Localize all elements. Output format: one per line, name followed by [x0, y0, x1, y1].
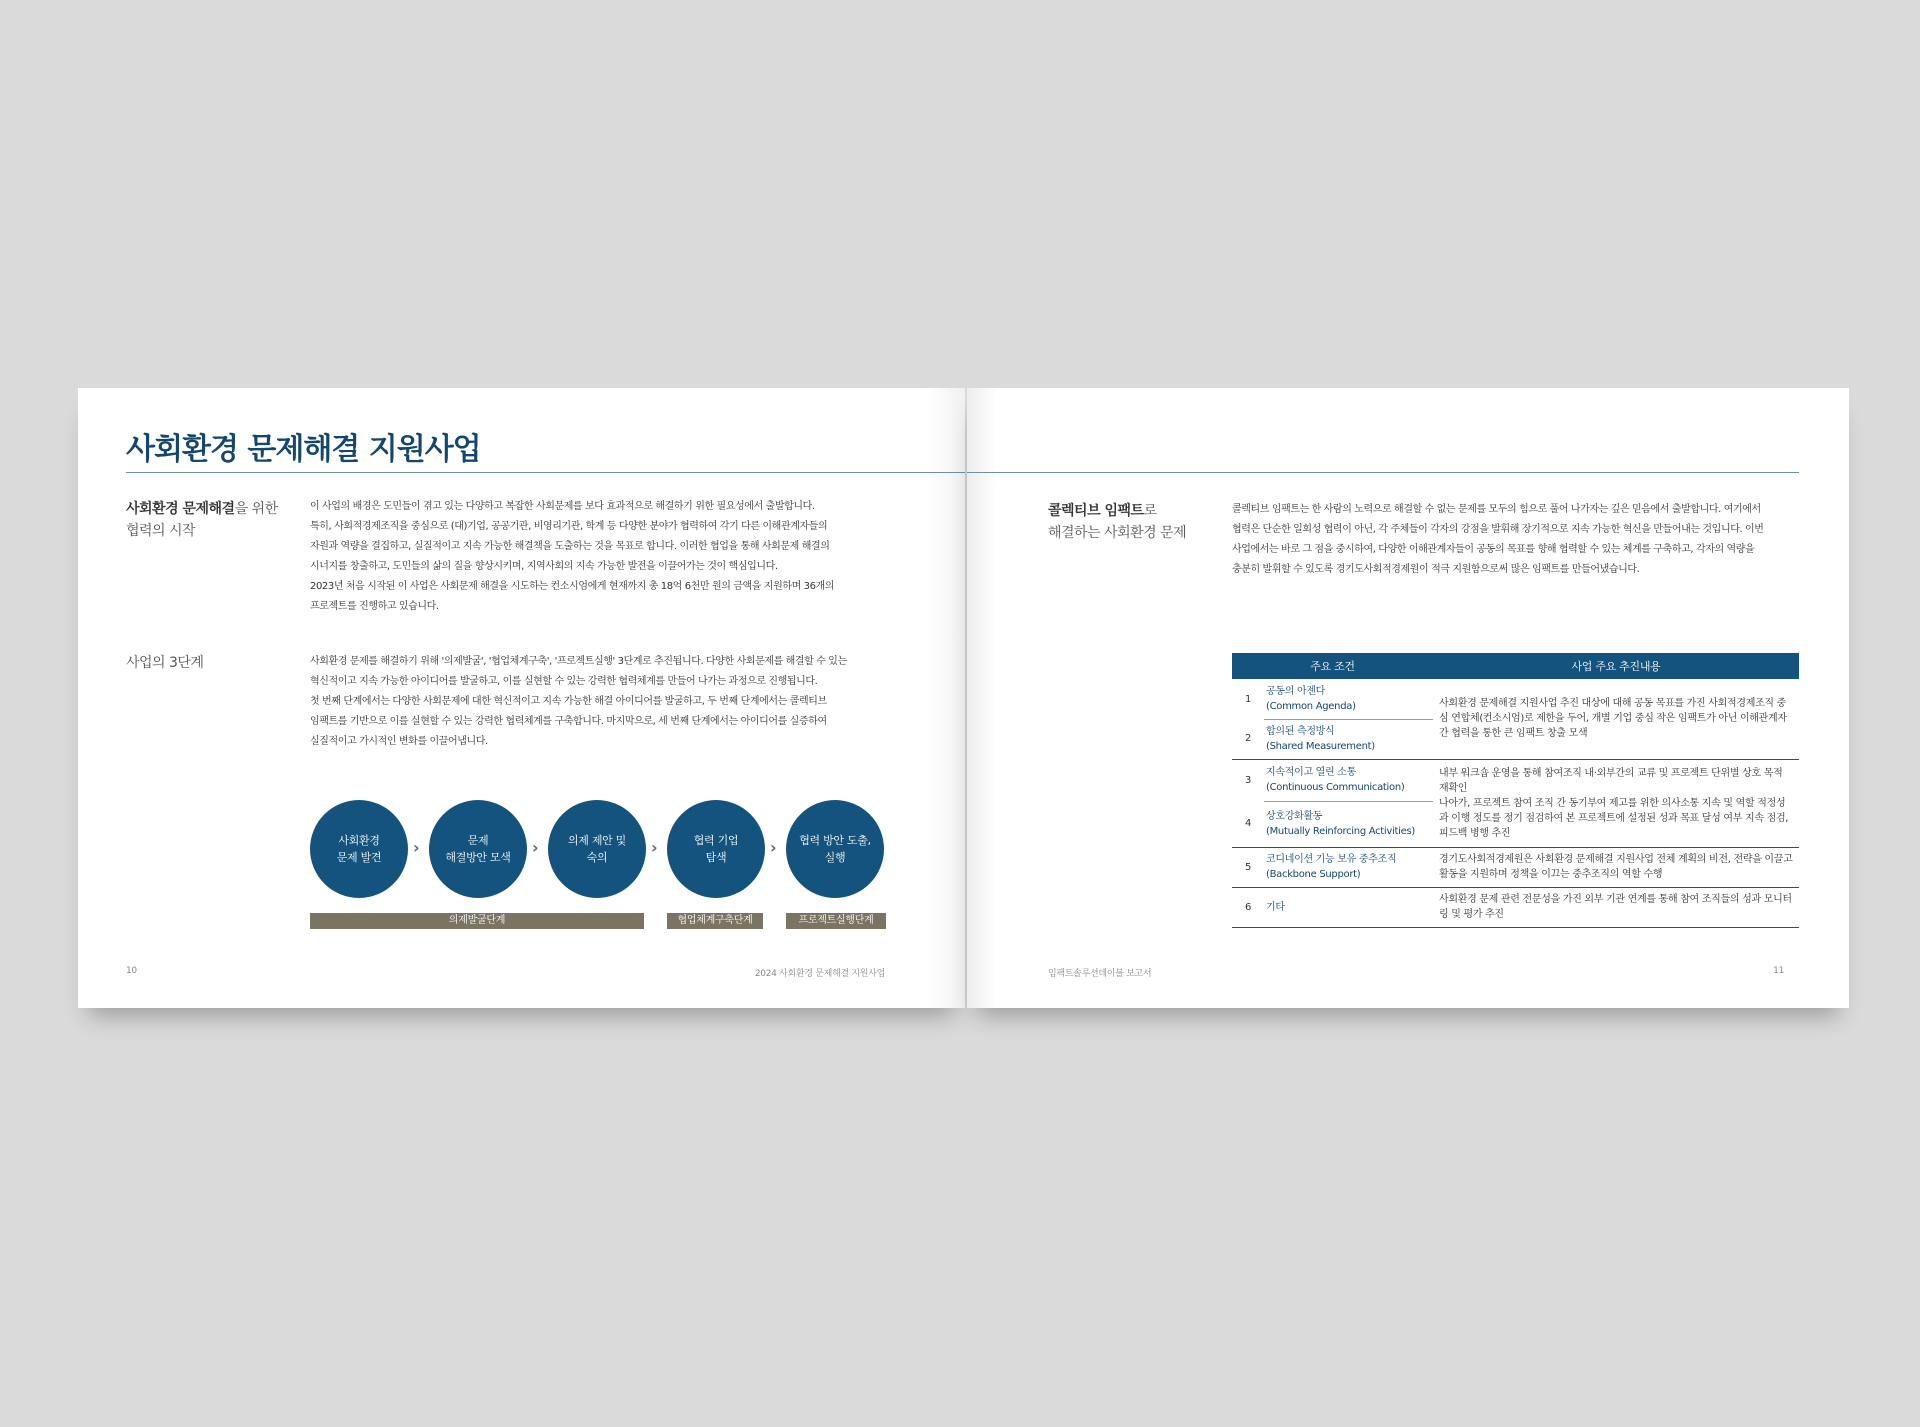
section-label-collective [1048, 500, 1186, 544]
table-header-row [1232, 653, 1799, 679]
left-page [78, 388, 965, 1008]
condition-cell [1264, 759, 1433, 801]
collective-line: 콜렉티브 임팩트는 한 사람의 노력으로 해결할 수 없는 문제를 모두의 힘으로 풀어 나가자는 깊은 믿음에서 출발합니다. 여기에서 [1232, 504, 1761, 515]
stage-bar-execution: 프로젝트실행단계 [786, 913, 886, 929]
page-number: 10 [126, 966, 137, 976]
condition-en: (Mutually Reinforcing Activities) [1266, 826, 1415, 837]
collective-line: 충분히 발휘할 수 있도록 경기도사회적경제원이 적극 지원함으로써 많은 임팩트를 만들어냈습니다. [1232, 564, 1640, 575]
section-label-bold: 사회환경 문제해결 [126, 501, 235, 517]
chevron-right-icon: › [651, 838, 658, 857]
condition-ko: 상호강화활동 [1266, 811, 1323, 822]
process-flow [310, 800, 888, 900]
intro-line: 2023년 처음 시작된 이 사업은 사회문제 해결을 시도하는 컨소시엄에게 현재까지 총 18억 6천만 원의 금액을 지원하며 36개의 [310, 581, 835, 592]
condition-cell [1264, 801, 1433, 847]
condition-ko: 지속적이고 열린 소통 [1266, 767, 1356, 778]
chevron-right-icon: › [413, 838, 420, 857]
chevron-right-icon: › [770, 838, 777, 857]
condition-cell [1264, 679, 1433, 719]
title-divider [126, 472, 965, 473]
table-row [1232, 679, 1799, 719]
stages-line: 실질적이고 가시적인 변화를 이끌어냅니다. [310, 736, 488, 747]
condition-ko: 기타 [1266, 901, 1285, 913]
stage-bar-collaboration: 협업체계구축단계 [667, 913, 763, 929]
step-circle: 의제 제안 및 숙의 [548, 800, 646, 898]
intro-line: 프로젝트를 진행하고 있습니다. [310, 601, 439, 612]
step-circle: 사회환경 문제 발견 [310, 800, 408, 898]
running-footer: 2024 사회환경 문제해결 지원사업 [754, 969, 885, 979]
stage-bar-discovery: 의제발굴단계 [310, 913, 644, 929]
intro-line: 특히, 사회적경제조직을 중심으로 (대)기업, 공공기관, 비영리기관, 학계 등 다양한 분야가 협력하여 각기 다른 이해관계자들의 [310, 521, 828, 532]
table-header: 사업 주요 추진내용 [1433, 653, 1799, 679]
right-page [967, 388, 1849, 1008]
condition-ko: 합의된 측정방식 [1266, 726, 1335, 737]
row-number: 1 [1244, 693, 1252, 705]
step-circle: 협력 방안 도출, 실행 [786, 800, 884, 898]
condition-en: (Backbone Support) [1266, 869, 1361, 880]
description-cell: 사회환경 문제 관련 전문성을 가진 외부 기관 연계를 통해 참여 조직들의 성과 모니터링 및 평가 추진 [1433, 887, 1799, 927]
conditions-table [1232, 653, 1799, 928]
collective-line: 사업에서는 바로 그 점을 중시하여, 다양한 이해관계자들이 공동의 목표를 향해 협력할 수 있는 체계를 구축하고, 각자의 역량을 [1232, 544, 1755, 555]
intro-paragraph [310, 497, 910, 617]
row-number: 2 [1232, 719, 1264, 759]
condition-cell [1264, 887, 1433, 927]
stages-paragraph [310, 652, 910, 752]
section-label-line2: 협력의 시작 [126, 523, 196, 539]
row-number: 3 [1244, 774, 1252, 786]
description-cell: 내부 워크숍 운영을 통해 참여조직 내·외부간의 교류 및 프로젝트 단위별 상호 목적 재확인 나아가, 프로젝트 참여 조직 간 동기부여 제고를 위한 의사소통 지속 및 역할 적정성과 이행 정도를 정기 점검하여 본 프로젝트에 설정된 성과 목표 달성 여부 지속 점검, 피드백 병행 추진 [1433, 759, 1799, 847]
collective-paragraph [1232, 500, 1812, 580]
row-number: 5 [1232, 847, 1264, 887]
table-header: 주요 조건 [1232, 653, 1433, 679]
condition-en: (Common Agenda) [1266, 700, 1356, 712]
section-label-rest: 을 위한 [234, 501, 278, 517]
running-footer: 임팩트솔루션데이블 보고서 [1048, 969, 1152, 979]
table-row [1232, 847, 1799, 887]
section-label-stages: 사업의 3단계 [126, 655, 204, 671]
step-circle: 협력 기업 탐색 [667, 800, 765, 898]
chevron-right-icon: › [532, 838, 539, 857]
section-label-line2: 해결하는 사회환경 문제 [1048, 525, 1187, 541]
stages-line: 혁신적이고 지속 가능한 아이디어를 발굴하고, 이를 실현할 수 있는 강력한 협력체계를 만들어 나가는 과정으로 진행됩니다. [310, 676, 818, 687]
intro-line: 이 사업의 배경은 도민들이 겪고 있는 다양하고 복잡한 사회문제를 보다 효과적으로 해결하기 위한 필요성에서 출발합니다. [310, 501, 815, 512]
page-number: 11 [1773, 966, 1784, 976]
condition-ko: 코디네이션 기능 보유 중추조직 [1266, 854, 1397, 865]
description-cell: 사회환경 문제해결 지원사업 추진 대상에 대해 공동 목표를 가진 사회적경제조직 중심 연합체(컨소시엄)로 제한을 두어, 개별 기업 중심 작은 임팩트가 아닌 이해관계자 간 협력을 통한 큰 임팩트 창출 모색 [1433, 679, 1799, 759]
condition-cell [1264, 847, 1433, 887]
page-title: 사회환경 문제해결 지원사업 [126, 432, 481, 467]
condition-en: (Shared Measurement) [1266, 741, 1375, 752]
gutter-shadow [967, 388, 997, 1008]
stages-line: 첫 번째 단계에서는 다양한 사회문제에 대한 혁신적이고 지속 가능한 해결 아이디어를 발굴하고, 두 번째 단계에서는 콜렉티브 [310, 696, 827, 707]
intro-line: 자원과 역량을 결집하고, 실질적이고 지속 가능한 해결책을 도출하는 것을 목표로 합니다. 이러한 협업을 통해 사회문제 해결의 [310, 541, 830, 552]
condition-ko: 공동의 아젠다 [1266, 685, 1326, 697]
title-divider [967, 472, 1799, 473]
condition-cell [1264, 719, 1433, 759]
section-label-rest: 로 [1143, 503, 1157, 519]
table-row [1232, 887, 1799, 927]
section-label-intro [126, 498, 278, 542]
condition-en: (Continuous Communication) [1266, 782, 1405, 793]
section-label-bold: 콜렉티브 임팩트 [1048, 503, 1144, 519]
collective-line: 협력은 단순한 일회성 협력이 아닌, 각 주체들이 각자의 강점을 발휘해 장기적으로 지속 가능한 혁신을 만들어내는 것입니다. 이번 [1232, 524, 1764, 535]
table-row [1232, 759, 1799, 801]
description-cell: 경기도사회적경제원은 사회환경 문제해결 지원사업 전체 계획의 비전, 전략을 이끌고 활동을 지원하며 정책을 이끄는 중추조직의 역할 수행 [1433, 847, 1799, 887]
gutter-shadow [925, 388, 965, 1008]
intro-line: 시너지를 창출하고, 도민들의 삶의 질을 향상시키며, 지역사회의 지속 가능한 발전을 이끌어가는 것이 핵심입니다. [310, 561, 778, 572]
stages-line: 임팩트를 기반으로 이를 실현할 수 있는 강력한 협력체계를 구축합니다. 마지막으로, 세 번째 단계에서는 아이디어를 실증하여 [310, 716, 827, 727]
stages-line: 사회환경 문제를 해결하기 위해 '의제발굴', '협업체계구축', '프로젝트실행' 3단계로 추진됩니다. 다양한 사회문제를 해결할 수 있는 [310, 656, 847, 667]
row-number: 4 [1232, 801, 1264, 847]
row-number: 6 [1232, 887, 1264, 927]
step-circle: 문제 해결방안 모색 [429, 800, 527, 898]
